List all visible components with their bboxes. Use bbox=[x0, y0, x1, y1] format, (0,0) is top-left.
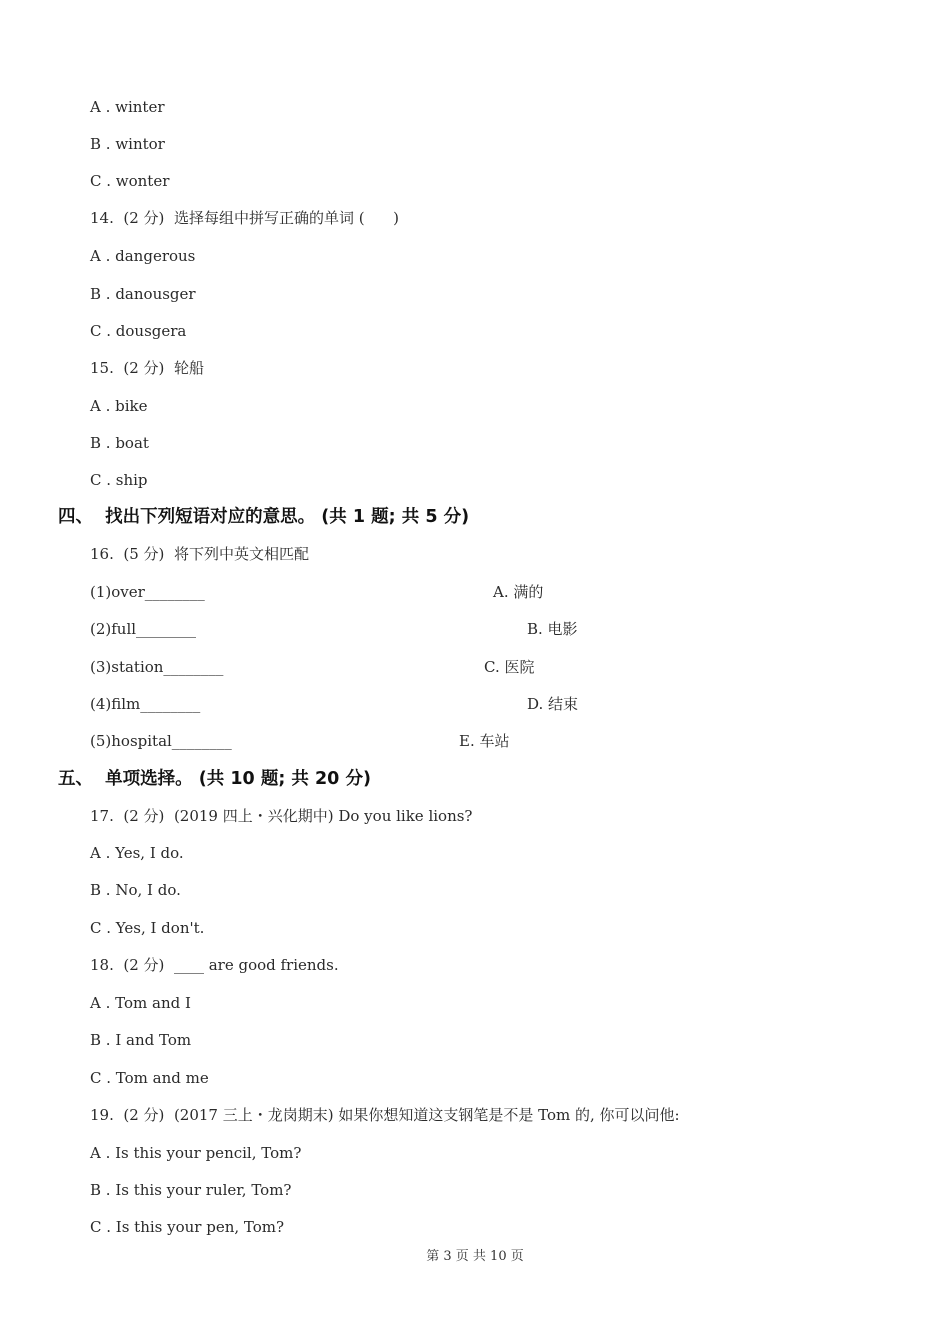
q14-stem: 14. (2 分) 选择每组中拼写正确的单词 ( ) bbox=[90, 209, 400, 227]
q14-option-a: A . dangerous bbox=[90, 247, 196, 265]
q15-option-a: A . bike bbox=[90, 397, 148, 415]
q16-left-item-4: (4)film________ bbox=[90, 695, 201, 713]
q13-option-b: B . wintor bbox=[90, 135, 165, 153]
q19-option-a: A . Is this your pencil, Tom? bbox=[90, 1144, 302, 1162]
q16-right-item-a: A. 满的 bbox=[493, 583, 544, 601]
q16-left-item-5: (5)hospital________ bbox=[90, 732, 232, 750]
q16-stem: 16. (5 分) 将下列中英文相匹配 bbox=[90, 545, 309, 563]
q17-option-c: C . Yes, I don't. bbox=[90, 919, 205, 937]
q18-option-b: B . I and Tom bbox=[90, 1031, 192, 1049]
q19-stem: 19. (2 分) (2017 三上・龙岗期末) 如果你想知道这支钢笔是不是 Tom 的, 你可以问他: bbox=[90, 1106, 680, 1124]
q16-right-item-c: C. 医院 bbox=[484, 658, 535, 676]
q17-option-a: A . Yes, I do. bbox=[90, 844, 184, 862]
q14-option-c: C . dousgera bbox=[90, 322, 187, 340]
q16-right-item-e: E. 车站 bbox=[459, 732, 510, 750]
q13-option-c: C . wonter bbox=[90, 172, 170, 190]
q16-left-item-1: (1)over________ bbox=[90, 583, 205, 601]
q15-option-b: B . boat bbox=[90, 434, 149, 452]
q15-stem: 15. (2 分) 轮船 bbox=[90, 359, 204, 377]
q17-stem: 17. (2 分) (2019 四上・兴化期中) Do you like lions? bbox=[90, 807, 473, 825]
q14-option-b: B . danousger bbox=[90, 285, 196, 303]
q16-right-item-d: D. 结束 bbox=[527, 695, 579, 713]
q19-option-c: C . Is this your pen, Tom? bbox=[90, 1218, 285, 1236]
q16-left-item-2: (2)full________ bbox=[90, 620, 197, 638]
q19-option-b: B . Is this your ruler, Tom? bbox=[90, 1181, 292, 1199]
q16-right-item-b: B. 电影 bbox=[527, 620, 578, 638]
q15-option-c: C . ship bbox=[90, 471, 148, 489]
q17-option-b: B . No, I do. bbox=[90, 881, 181, 899]
section-5-heading: 五、 单项选择。 (共 10 题; 共 20 分) bbox=[58, 769, 371, 789]
q16-left-item-3: (3)station________ bbox=[90, 658, 224, 676]
page-number: 第 3 页 共 10 页 bbox=[426, 1249, 524, 1264]
q18-option-a: A . Tom and I bbox=[90, 994, 191, 1012]
q18-stem: 18. (2 分) ____ are good friends. bbox=[90, 956, 339, 974]
section-4-heading: 四、 找出下列短语对应的意思。 (共 1 题; 共 5 分) bbox=[58, 507, 470, 527]
q18-option-c: C . Tom and me bbox=[90, 1069, 209, 1087]
q13-option-a: A . winter bbox=[90, 98, 165, 116]
